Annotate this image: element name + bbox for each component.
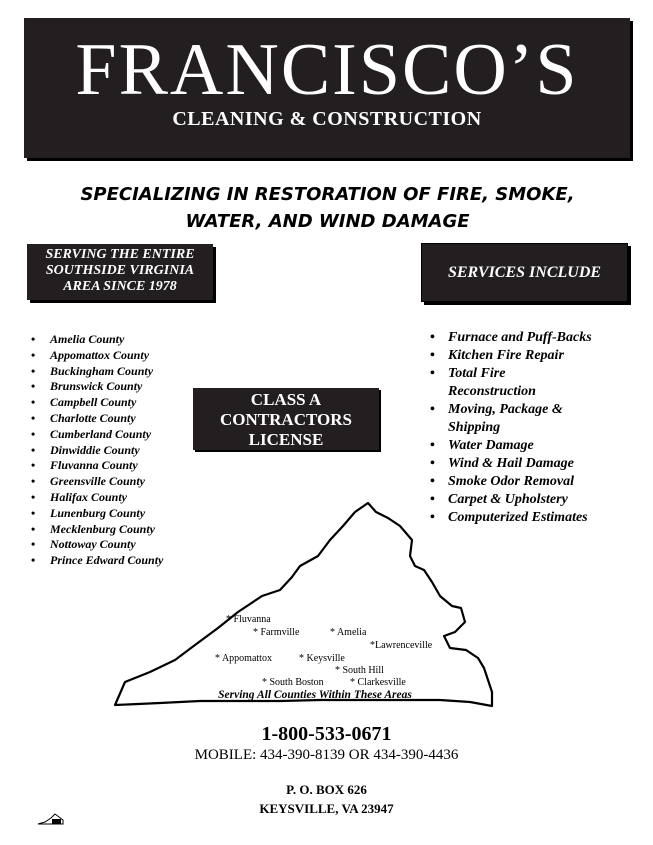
service-item: • Total Fire <box>428 365 628 383</box>
po-box: P. O. BOX 626 <box>286 782 367 797</box>
county-item: • Amelia County <box>28 332 208 348</box>
map-town-south-boston: * South Boston <box>262 677 324 688</box>
city-address: KEYSVILLE, VA 23947 <box>259 801 394 816</box>
county-item: • Campbell County <box>28 395 208 411</box>
serving-line-3: AREA SINCE 1978 <box>63 279 177 294</box>
map-town-amelia: * Amelia <box>330 627 367 638</box>
service-item: • Furnace and Puff-Backs <box>428 329 628 347</box>
county-item: • Fluvanna County <box>28 458 208 474</box>
map-town-appomattox: * Appomattox <box>215 653 272 664</box>
county-item: • Buckingham County <box>28 364 208 380</box>
phone-number: 1-800-533-0671 <box>261 723 392 745</box>
services-include-box: SERVICES INCLUDE <box>421 243 628 302</box>
county-item: • Appomattox County <box>28 348 208 364</box>
service-item: • Kitchen Fire Repair <box>428 347 628 365</box>
printer-mark-icon <box>37 812 65 826</box>
county-item: • Halifax County <box>28 490 208 506</box>
county-item: • Dinwiddie County <box>28 443 208 459</box>
service-item: • Water Damage <box>428 437 628 455</box>
county-item: • Lunenburg County <box>28 506 208 522</box>
map-town-lawrenceville: *Lawrenceville <box>370 640 433 651</box>
company-subtitle: CLEANING & CONSTRUCTION <box>172 108 482 130</box>
serving-line-1: SERVING THE ENTIRE <box>45 247 195 262</box>
map-town-keysville: * Keysville <box>299 653 345 664</box>
service-item: • Computerized Estimates <box>428 509 628 527</box>
map-caption: Serving All Counties Within These Areas <box>218 689 412 701</box>
county-item: • Mecklenburg County <box>28 522 208 538</box>
county-item: • Charlotte County <box>28 411 208 427</box>
license-line-3: LICENSE <box>248 430 324 449</box>
map-town-clarkesville: * Clarkesville <box>350 677 406 688</box>
map-town-farmville: * Farmville <box>253 627 300 638</box>
service-item: • Carpet & Upholstery <box>428 491 628 509</box>
map-town-fluvanna: * Fluvanna <box>226 614 271 625</box>
tagline-line-2: WATER, AND WIND DAMAGE <box>185 211 470 232</box>
company-name: FRANCISCO’S <box>75 29 579 111</box>
map-town-south-hill: * South Hill <box>335 665 384 676</box>
service-item: • Smoke Odor Removal <box>428 473 628 491</box>
service-item: • Wind & Hail Damage <box>428 455 628 473</box>
license-line-1: CLASS A <box>250 390 322 409</box>
county-item: • Prince Edward County <box>28 553 208 569</box>
service-item-continuation: Reconstruction <box>448 384 536 399</box>
county-item: • Brunswick County <box>28 379 208 395</box>
tagline-line-1: SPECIALIZING IN RESTORATION OF FIRE, SMOKE, <box>80 184 575 205</box>
service-item: • Moving, Package & <box>428 401 628 419</box>
county-item: • Nottoway County <box>28 537 208 553</box>
service-item-continuation: Shipping <box>448 420 501 435</box>
county-item: • Greensville County <box>28 474 208 490</box>
county-item: • Cumberland County <box>28 427 208 443</box>
mobile-numbers: MOBILE: 434-390-8139 OR 434-390-4436 <box>194 747 459 763</box>
license-line-2: CONTRACTORS <box>220 410 352 429</box>
serving-line-2: SOUTHSIDE VIRGINIA <box>45 263 195 278</box>
